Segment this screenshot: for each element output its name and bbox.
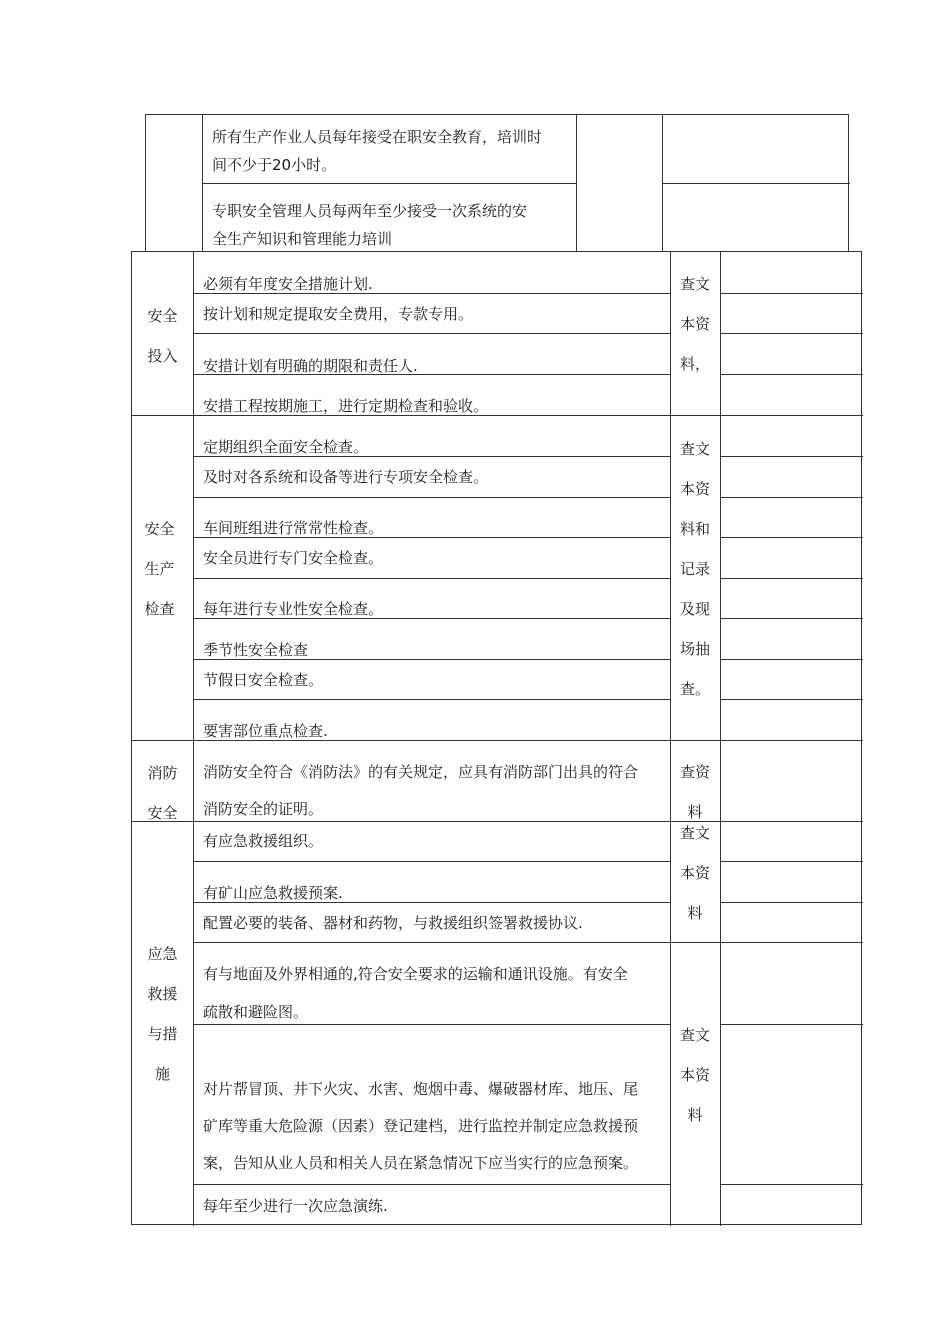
col-divider (576, 115, 577, 252)
safety-checklist-table (131, 251, 862, 1225)
inspection-item: 定期组织全面安全检查。 (203, 438, 369, 456)
category-safety-investment: 安全 投入 (147, 307, 178, 365)
row-divider (720, 659, 863, 660)
fire-safety-item: 消防安全符合《消防法》的有关规定，应具有消防部门出具的符合 消防安全的证明。 (203, 763, 639, 818)
row-divider (720, 374, 863, 375)
emergency-item: 有与地面及外界相通的,符合安全要求的运输和通讯设施。有安全 疏散和避险图。 (203, 965, 628, 1021)
row-divider (720, 618, 863, 619)
row-divider (720, 861, 863, 862)
investment-item: 安措计划有明确的期限和责任人. (203, 357, 418, 375)
inspection-item: 及时对各系统和设备等进行专项安全检查。 (203, 468, 489, 486)
inspection-item: 每年进行专业性安全检查。 (203, 600, 384, 618)
continued-table (145, 114, 849, 251)
col-divider (720, 252, 721, 1226)
method-fire: 查资 料 (679, 763, 710, 821)
row-divider (193, 861, 670, 862)
row-divider (662, 183, 850, 184)
row-divider (720, 699, 863, 700)
inspection-item: 季节性安全检查 (203, 641, 309, 659)
training-item-1: 所有生产作业人员每年接受在职安全教育，培训时 间不少于20小时。 (212, 128, 543, 174)
method-inspection: 查文 本资 料和 记录 及现 场抽 查。 (679, 440, 710, 698)
row-divider (720, 537, 863, 538)
inspection-item: 车间班组进行常常性检查。 (203, 519, 384, 537)
row-divider (193, 497, 670, 498)
row-divider (720, 333, 863, 334)
investment-item: 必须有年度安全措施计划. (203, 275, 373, 293)
row-divider (720, 1184, 863, 1185)
emergency-item: 有矿山应急救援预案. (203, 884, 343, 902)
row-divider (720, 497, 863, 498)
investment-item: 按计划和规定提取安全费用，专款专用。 (203, 305, 474, 323)
training-item-2: 专职安全管理人员每两年至少接受一次系统的安 全生产知识和管理能力培训 (212, 202, 528, 248)
col-divider (193, 252, 194, 1226)
row-divider (720, 456, 863, 457)
emergency-item: 配置必要的装备、器材和药物，与救援组织签署救援协议. (203, 914, 583, 932)
row-divider (193, 699, 670, 700)
investment-item: 安措工程按期施工，进行定期检查和验收。 (203, 397, 489, 415)
row-divider (720, 902, 863, 903)
inspection-item: 节假日安全检查。 (203, 671, 324, 689)
method-emergency-b: 查文 本资 料 (679, 1026, 710, 1124)
category-emergency-rescue: 应急 救援 与措 施 (147, 945, 178, 1083)
row-divider (720, 293, 863, 294)
row-divider (720, 578, 863, 579)
method-emergency-a: 查文 本资 料 (679, 824, 710, 922)
inspection-item: 要害部位重点检查. (203, 722, 328, 740)
inspection-item: 安全员进行专门安全检查。 (203, 549, 384, 567)
row-divider (193, 1184, 670, 1185)
category-safety-inspection: 安全 生产 检查 (144, 520, 175, 618)
row-divider (193, 942, 863, 943)
emergency-item: 每年至少进行一次应急演练. (203, 1197, 388, 1215)
emergency-item: 对片帮冒顶、井下火灾、水害、炮烟中毒、爆破器材库、地压、尾 矿库等重大危险源（因素）登记建档，进行监控并制定应急救援预 案，告知从业人员和相关人员在紧急情况下应当实行的应急预案。 (203, 1080, 639, 1172)
emergency-item: 有应急救援组织。 (203, 832, 324, 850)
category-fire-safety: 消防 安全 (147, 764, 178, 822)
row-divider (193, 578, 670, 579)
method-investment: 查文 本资 料， (679, 275, 710, 373)
row-divider (202, 183, 576, 184)
row-divider (193, 333, 670, 334)
row-divider (720, 1024, 863, 1025)
